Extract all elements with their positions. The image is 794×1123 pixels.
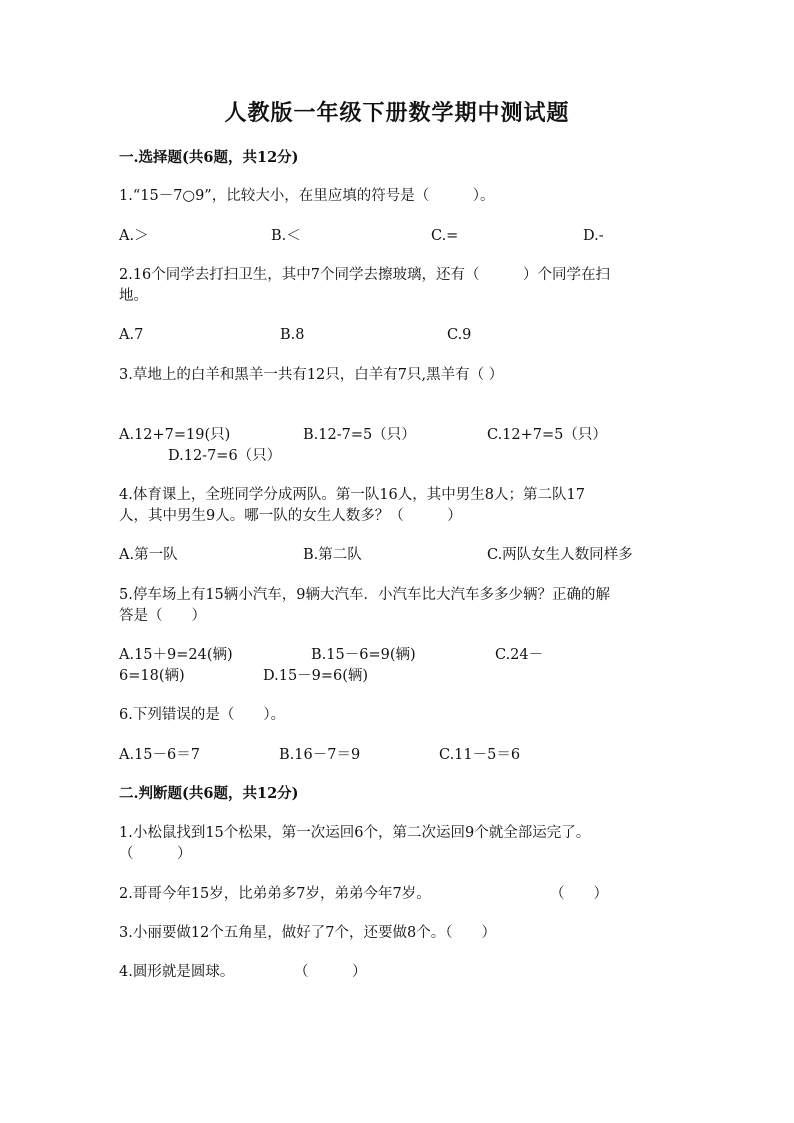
q2-option-a: A.7 <box>119 327 144 343</box>
q3-option-b: B.12-7=5（只） <box>303 427 416 443</box>
section-heading-choice: 一.选择题(共6题，共12分) <box>119 149 299 166</box>
q2-option-b: B.8 <box>280 327 305 343</box>
question-5-line2: 答是（ ） <box>119 608 206 624</box>
question-4-line1: 4.体育课上，全班同学分成两队。第一队16人，其中男生8人；第二队17 <box>119 487 585 503</box>
q5-option-d: D.15－9=6(辆) <box>263 668 369 684</box>
q4-option-b: B.第二队 <box>303 547 362 563</box>
judge-2-text: 2.哥哥今年15岁，比弟弟多7岁，弟弟今年7岁。 <box>119 886 431 902</box>
q2-option-c: C.9 <box>447 327 472 343</box>
question-5-line1: 5.停车场上有15辆小汽车，9辆大汽车．小汽车比大汽车多多少辆？正确的解 <box>119 587 611 603</box>
question-6-text: 6.下列错误的是（ ）。 <box>119 707 286 723</box>
q3-option-a: A.12+7=19(只) <box>119 427 231 443</box>
q5-option-a: A.15＋9=24(辆) <box>119 647 233 663</box>
q5-option-c-part1: C.24－ <box>495 647 544 663</box>
question-1-text: 1.“15－7○9”，比较大小，在里应填的符号是（ ）。 <box>119 188 495 204</box>
q6-option-b: B.16－7＝9 <box>279 747 361 763</box>
section-heading-judgement: 二.判断题(共6题，共12分) <box>119 785 299 802</box>
judge-1-line1: 1.小松鼠找到15个松果，第一次运回6个，第二次运回9个就全部运完了。 <box>119 825 591 841</box>
page-title: 人教版一年级下册数学期中测试题 <box>224 100 570 126</box>
q6-option-a: A.15－6＝7 <box>119 747 200 763</box>
judge-4-bracket: （ ） <box>294 964 367 980</box>
q6-option-c: C.11－5＝6 <box>439 747 521 763</box>
q1-option-a: A.＞ <box>119 228 149 244</box>
question-4-line2: 人，其中男生9人。哪一队的女生人数多？（ ） <box>119 508 462 524</box>
judge-3-text: 3.小丽要做12个五角星，做好了7个，还要做8个。（ ） <box>119 925 496 941</box>
judge-2-bracket: （ ） <box>550 886 608 902</box>
judge-4-text: 4.圆形就是圆球。 <box>119 964 235 980</box>
question-3-text: 3.草地上的白羊和黑羊一共有12只，白羊有7只,黑羊有（ ） <box>119 367 504 383</box>
q5-option-b: B.15－6=9(辆) <box>311 647 416 663</box>
q4-option-a: A.第一队 <box>119 547 178 563</box>
q5-option-c-part2: 6=18(辆) <box>119 668 185 684</box>
q4-option-c: C.两队女生人数同样多 <box>487 547 633 563</box>
q3-option-d: D.12-7=6（只） <box>168 448 282 464</box>
q1-option-b: B.＜ <box>271 228 301 244</box>
judge-1-bracket: （ ） <box>119 846 192 862</box>
q1-option-c: C.= <box>431 228 459 244</box>
q1-option-d: D.- <box>583 228 604 244</box>
question-2-line1: 2.16个同学去打扫卫生，其中7个同学去擦玻璃，还有（ ）个同学在扫 <box>119 267 611 283</box>
q3-option-c: C.12+7=5（只） <box>487 427 607 443</box>
question-2-line2: 地。 <box>119 288 148 304</box>
